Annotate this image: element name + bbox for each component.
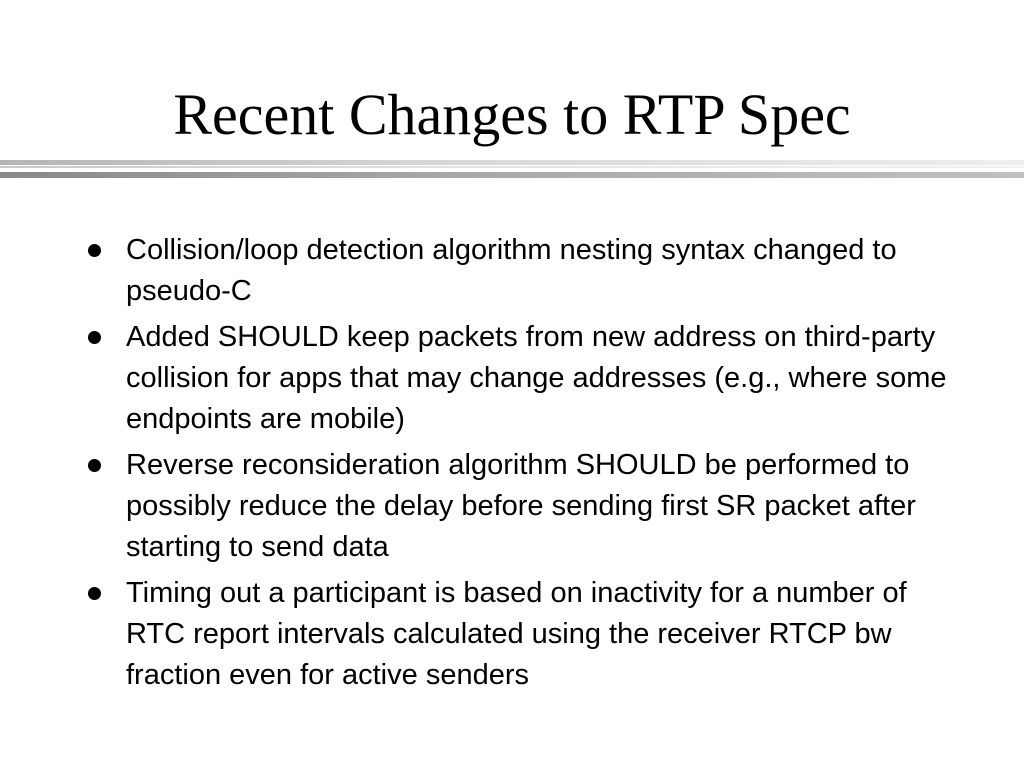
bullet-item xyxy=(88,230,948,312)
bullet-item xyxy=(88,445,948,568)
bullet-dot-icon xyxy=(88,459,101,472)
bullet-text: Added SHOULD keep packets from new address on third-party collision for apps that may change addresses (e.g., where some endpoints are mobile) xyxy=(126,321,947,435)
bullet-text: Reverse reconsideration algorithm SHOULD be performed to possibly reduce the delay before sending first SR packet after starting to send data xyxy=(126,449,916,563)
bullet-dot-icon xyxy=(88,331,101,344)
bullet-list xyxy=(88,230,948,701)
bullet-dot-icon xyxy=(88,244,101,257)
title-divider-middle xyxy=(0,166,1024,168)
title-divider-top xyxy=(0,160,1024,165)
slide-title: Recent Changes to RTP Spec xyxy=(173,82,851,147)
bullet-item xyxy=(88,317,948,440)
bullet-item xyxy=(88,573,948,696)
bullet-text: Timing out a participant is based on inactivity for a number of RTC report intervals calculated using the receiver RTCP bw fraction even for active senders xyxy=(126,577,907,691)
bullet-text: Collision/loop detection algorithm nesting syntax changed to pseudo-C xyxy=(126,234,897,307)
title-divider-bottom xyxy=(0,172,1024,178)
bullet-dot-icon xyxy=(88,587,101,600)
